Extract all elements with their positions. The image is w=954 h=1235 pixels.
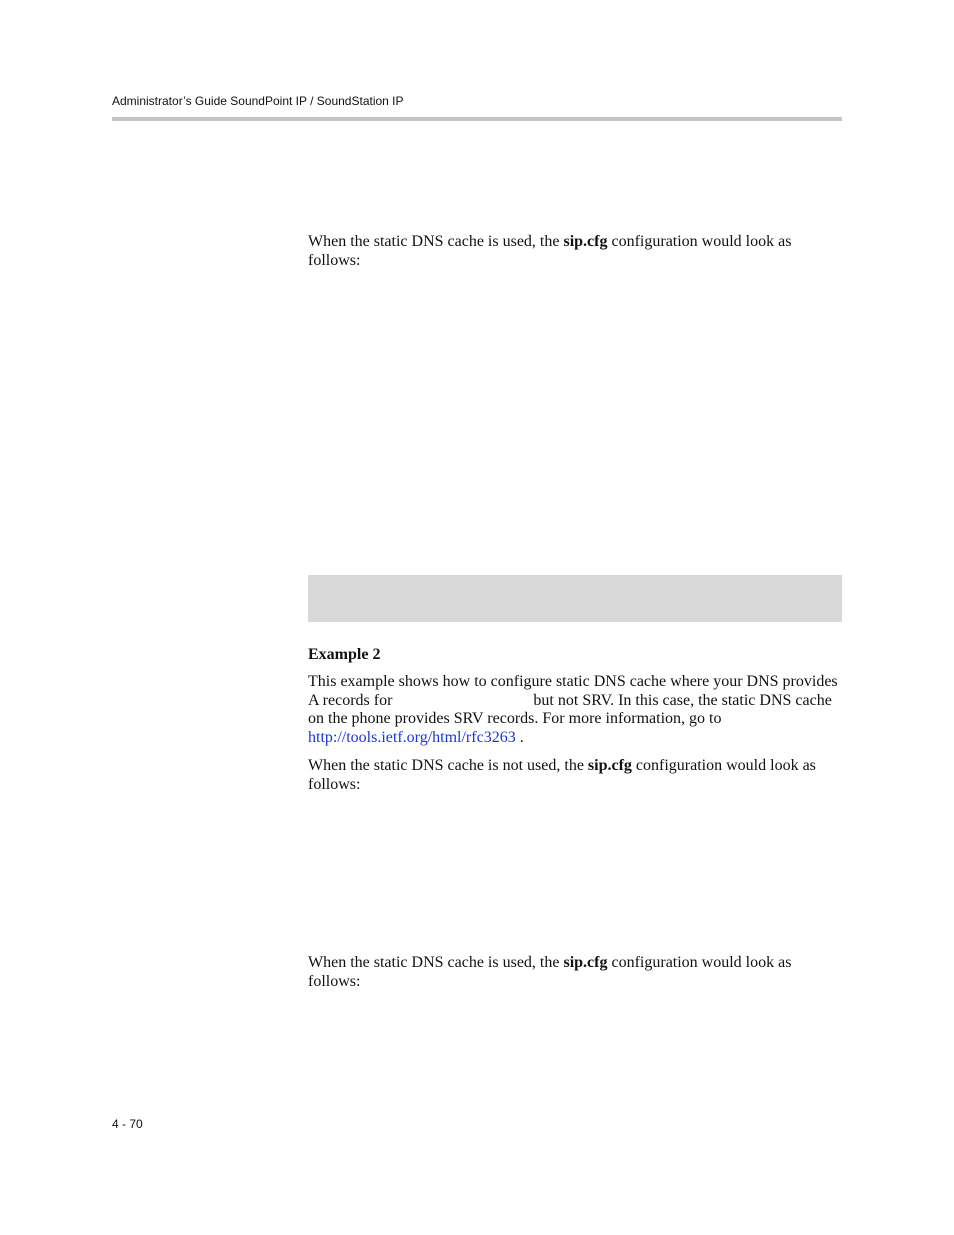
text-segment: configuration would look as follows: xyxy=(308,954,792,990)
text-segment: When the static DNS cache is used, the xyxy=(308,954,564,971)
rfc3263-link[interactable]: http://tools.ietf.org/html/rfc3263 xyxy=(308,728,516,746)
text-segment: . xyxy=(515,728,524,746)
text-segment: This example shows how to configure static DNS cache where your DNS provides A records for xyxy=(308,673,838,709)
paragraph-static-dns-not-used xyxy=(308,757,842,794)
paragraph-static-dns-used xyxy=(308,233,842,270)
paragraph-static-dns-used-2 xyxy=(308,954,842,991)
filename-bold: sip.cfg xyxy=(587,757,632,774)
text-segment: When the static DNS cache is used, the xyxy=(308,233,564,250)
header-rule xyxy=(112,117,842,121)
text-segment: configuration would look as follows: xyxy=(308,233,792,269)
example-heading: Example 2 xyxy=(308,646,381,663)
filename-bold: sip.cfg xyxy=(563,954,608,971)
filename-bold: sip.cfg xyxy=(563,233,608,250)
note-bar xyxy=(308,575,842,622)
text-segment: but not SRV. In this case, the static DNS cache on the phone provides SRV records. For more information, go to xyxy=(308,691,832,727)
text-segment: When the static DNS cache is not used, the xyxy=(308,757,588,774)
text-segment: configuration would look as follows: xyxy=(308,757,816,793)
running-header: Administrator’s Guide SoundPoint IP / SoundStation IP xyxy=(112,94,404,108)
paragraph-example-description xyxy=(308,673,842,747)
page-number: 4 - 70 xyxy=(112,1117,143,1131)
